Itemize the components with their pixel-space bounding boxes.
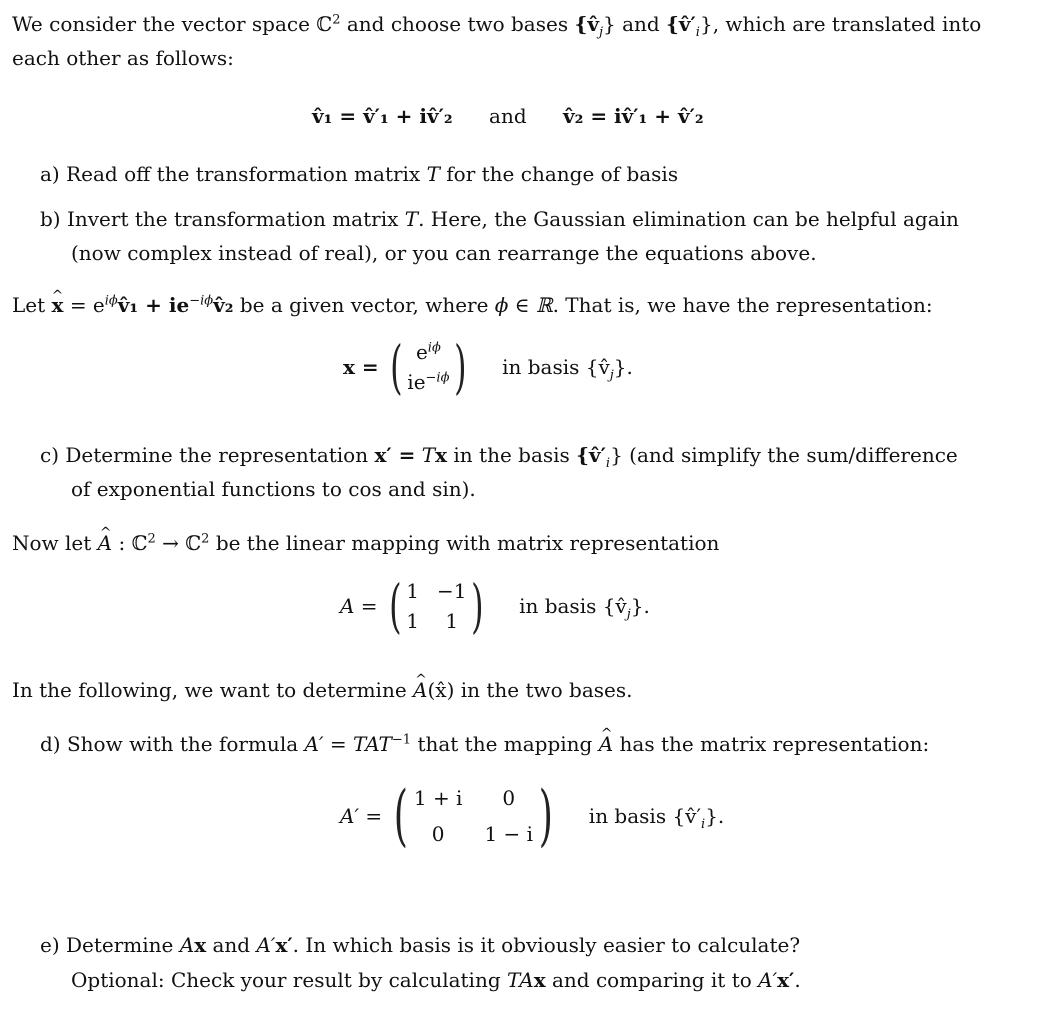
- text: Optional: Check your result by calculating: [71, 968, 501, 992]
- right-paren: ): [454, 333, 467, 401]
- item-b-line-2: (now complex instead of real), or you can rearrange the equations above.: [71, 241, 817, 265]
- matrix-A-basis: [519, 594, 650, 622]
- superscript: −iϕ: [189, 293, 214, 309]
- matrix-cell: 1 + i: [413, 786, 463, 810]
- text: d) Show with the formula: [40, 732, 299, 756]
- math-T: T: [426, 162, 440, 186]
- operator-A-hat: ^ A: [413, 676, 427, 704]
- formula: A′ = TAT: [304, 732, 392, 756]
- matrix-cell: 1: [406, 579, 419, 603]
- item-d: [40, 730, 929, 758]
- matrix-A-prime: [340, 777, 725, 854]
- math-A-prime: A′: [256, 933, 276, 957]
- x-basis: [502, 355, 633, 383]
- text: } (and simplify the sum/difference: [610, 443, 958, 467]
- text: (x̂) in the two bases.: [427, 678, 633, 702]
- matrix-cell: 1: [406, 609, 419, 633]
- mapping-line: [12, 529, 719, 557]
- basis-i: {v̂′: [576, 443, 606, 467]
- text: b) Invert the transformation matrix: [40, 207, 399, 231]
- equation-v2: v̂₂ = iv̂′₁ + v̂′₂: [562, 104, 704, 128]
- matrix-cell: 0: [431, 822, 445, 846]
- superscript: 2: [332, 12, 341, 28]
- text: e: [415, 340, 428, 364]
- text: . In which basis is it obviously easier to calculate?: [292, 933, 801, 957]
- text: and: [489, 104, 527, 128]
- math-x: x: [194, 933, 207, 957]
- math-TA: TA: [507, 968, 534, 992]
- math-T: T: [421, 443, 436, 467]
- text: e) Determine: [40, 933, 174, 957]
- item-e-line-1: [40, 931, 800, 959]
- right-paren: ): [471, 572, 484, 640]
- intro-line-2: each other as follows:: [12, 46, 234, 70]
- text: in basis {v̂′: [588, 804, 702, 828]
- brace: }: [602, 12, 616, 36]
- math-x: x: [435, 443, 448, 467]
- left-paren: (: [389, 333, 403, 401]
- text: Now let: [12, 531, 92, 555]
- item-a: [40, 160, 678, 188]
- x-label: x =: [343, 355, 379, 379]
- matrix-cell: 1 − i: [484, 822, 534, 846]
- text: v̂₁ + ie: [117, 293, 190, 317]
- text: , which are translated into: [712, 12, 982, 36]
- left-paren: (: [388, 572, 402, 640]
- subscript: j: [609, 368, 614, 383]
- text: = e: [69, 293, 105, 317]
- operator-A-hat: ^ A: [98, 529, 112, 557]
- math-x-prime: x′: [275, 933, 293, 957]
- text: in basis {v̂: [519, 594, 627, 618]
- superscript: −1: [391, 732, 412, 748]
- math-x-prime: x′: [777, 968, 795, 992]
- item-c-line-2: of exponential functions to cos and sin).: [71, 477, 476, 501]
- matrix-A-cells: [406, 578, 466, 634]
- text: }.: [705, 804, 725, 828]
- text: ie: [407, 370, 426, 394]
- math-T: T: [404, 207, 419, 231]
- subscript: j: [626, 607, 631, 622]
- item-c-line-1: [40, 441, 958, 469]
- x-top: [407, 339, 449, 365]
- right-paren: ): [538, 777, 554, 854]
- text: We consider the vector space: [12, 12, 310, 36]
- text: In the following, we want to determine: [12, 678, 407, 702]
- text: that the mapping: [417, 732, 593, 756]
- vector-x-hat: ^ x: [52, 291, 64, 319]
- text: . That is, we have the representation:: [552, 293, 933, 317]
- left-paren: (: [393, 777, 409, 854]
- text: }.: [613, 355, 633, 379]
- superscript: 2: [201, 531, 210, 547]
- text: in the basis: [453, 443, 570, 467]
- text: }.: [630, 594, 650, 618]
- x-vector-cells: [407, 339, 449, 395]
- item-e-line-2: [71, 966, 801, 994]
- text: a) Read off the transformation matrix: [40, 162, 421, 186]
- subscript: j: [598, 25, 603, 40]
- equation-v1: v̂₁ = v̂′₁ + iv̂′₂: [312, 104, 453, 128]
- matrix-cell: 0: [502, 786, 516, 810]
- math-A-prime: A′: [758, 968, 778, 992]
- basis-j: {v̂: [574, 12, 599, 36]
- text: v̂₂: [213, 293, 234, 317]
- math-phi: ϕ ∈ ℝ: [494, 293, 553, 317]
- x-vector: [343, 333, 633, 401]
- text: and comparing it to: [552, 968, 752, 992]
- operator-A-hat: ^ A: [599, 730, 613, 758]
- basis-i: {v̂′: [666, 12, 696, 36]
- text: → ℂ: [162, 531, 202, 555]
- text: .: [794, 968, 801, 992]
- item-b-line-1: [40, 205, 959, 233]
- following-line: [12, 676, 632, 704]
- complex-symbol: ℂ: [316, 12, 333, 36]
- superscript: −iϕ: [425, 370, 450, 386]
- math-x: x: [533, 968, 546, 992]
- subscript: i: [701, 817, 706, 832]
- text: : ℂ: [118, 531, 148, 555]
- text: . Here, the Gaussian elimination can be helpful again: [418, 207, 959, 231]
- matrix-cell: −1: [436, 579, 467, 603]
- text: and: [212, 933, 251, 957]
- matrix-A-prime-label: A′ =: [340, 804, 383, 828]
- basis-equations: [312, 102, 704, 130]
- matrix-A-label: A =: [340, 594, 378, 618]
- text: and choose two bases: [346, 12, 569, 36]
- text: has the matrix representation:: [619, 732, 930, 756]
- superscript: 2: [147, 531, 156, 547]
- matrix-A-prime-cells: [414, 785, 533, 847]
- math-A: A: [179, 933, 195, 957]
- math-x-prime: x′ =: [374, 443, 416, 467]
- brace: }: [699, 12, 713, 36]
- text: in basis {v̂: [502, 355, 610, 379]
- matrix-cell: 1: [445, 609, 459, 633]
- subscript: i: [695, 25, 700, 40]
- text: be the linear mapping with matrix representation: [215, 531, 720, 555]
- text: c) Determine the representation: [40, 443, 369, 467]
- intro-line-1: [12, 10, 981, 38]
- subscript: i: [605, 456, 611, 471]
- let-x-line: [12, 291, 933, 319]
- text: for the change of basis: [446, 162, 679, 186]
- superscript: iϕ: [104, 293, 118, 309]
- text: Let: [12, 293, 46, 317]
- x-bottom: [407, 369, 449, 395]
- matrix-A-prime-basis: [588, 804, 725, 832]
- text: and: [622, 12, 660, 36]
- text: be a given vector, where: [239, 293, 489, 317]
- superscript: iϕ: [427, 340, 441, 356]
- matrix-A: [340, 572, 650, 640]
